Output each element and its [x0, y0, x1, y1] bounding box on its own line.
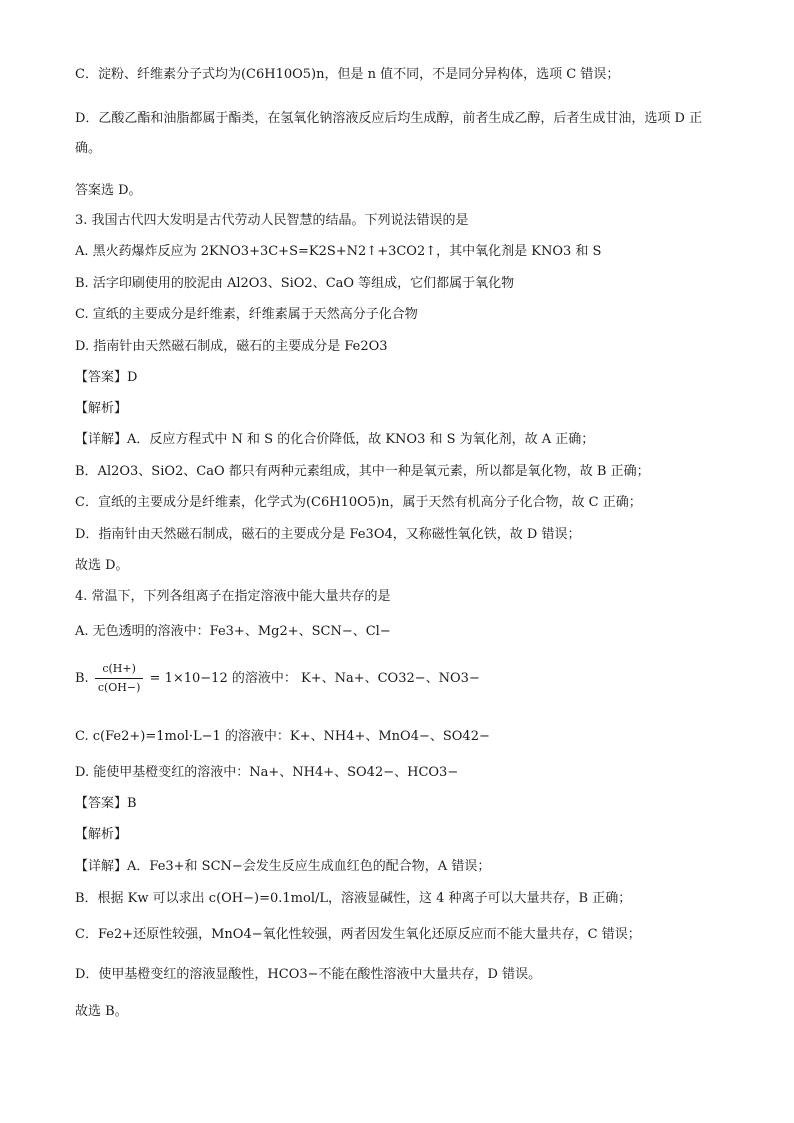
q4-option-b-text: = 1×10−12 的溶液中： K+、Na+、CO32−、NO3−: [149, 671, 480, 686]
fraction-denominator: c(OH−): [97, 681, 141, 694]
q4-option-c: C. c(Fe2+)=1mol·L−1 的溶液中：K+、NH4+、MnO4−、SO42−: [75, 729, 490, 744]
prev-option-c: C．淀粉、纤维素分子式均为(C6H10O5)n，但是 n 值不同，不是同分异构体，选项 C 错误；: [75, 67, 620, 82]
prev-option-d: D．乙酸乙酯和油脂都属于酯类，在氢氧化钠溶液反应后均生成醇，前者生成乙醇，后者生成甘油，选项 D 正确。: [75, 111, 703, 156]
q3-analysis: 【解析】: [75, 401, 128, 416]
q3-option-d: D. 指南针由天然磁石制成，磁石的主要成分是 Fe2O3: [75, 339, 388, 354]
q3-option-b: B. 活字印刷使用的胶泥由 Al2O3、SiO2、CaO 等组成，它们都属于氧化物: [75, 276, 515, 291]
q3-stem: 3. 我国古代四大发明是古代劳动人民智慧的结晶。下列说法错误的是: [75, 213, 469, 228]
q3-option-a: A. 黑火药爆炸反应为 2KNO3+3C+S=K2S+N2↑+3CO2↑，其中氧化剂是 KNO3 和 S: [75, 244, 602, 259]
q4-detail-a: 【详解】A．Fe3+和 SCN−会发生反应生成血红色的配合物，A 错误；: [75, 859, 491, 874]
q4-detail-c: C．Fe2+还原性较强，MnO4−氧化性较强，两者因发生氧化还原反应而不能大量共存，C 错误；: [75, 927, 641, 942]
q4-detail-b: B．根据 Kw 可以求出 c(OH−)=0.1mol/L，溶液显碱性，这 4 种离子可以大量共存，B 正确；: [75, 891, 632, 906]
q3-conclusion: 故选 D。: [75, 558, 129, 573]
fraction-numerator: c(H+): [95, 660, 144, 679]
q3-detail-b: B．Al2O3、SiO2、CaO 都只有两种元素组成，其中一种是氧元素，所以都是氧化物，故 B 正确；: [75, 464, 650, 479]
q3-detail-c: C．宣纸的主要成分是纤维素，化学式为(C6H10O5)n，属于天然有机高分子化合物，故 C 正确；: [75, 495, 642, 510]
q4-answer: 【答案】B: [75, 796, 137, 811]
q3-option-c: C. 宣纸的主要成分是纤维素，纤维素属于天然高分子化合物: [75, 307, 418, 322]
q3-detail-d: D．指南针由天然磁石制成，磁石的主要成分是 Fe3O4，又称磁性氧化铁，故 D 错误；: [75, 527, 581, 542]
q4-stem: 4. 常温下，下列各组离子在指定溶液中能大量共存的是: [75, 589, 391, 604]
q3-answer: 【答案】D: [75, 370, 138, 385]
q4-detail-d: D．使甲基橙变红的溶液显酸性，HCO3−不能在酸性溶液中大量共存，D 错误。: [75, 967, 542, 982]
q3-detail-a: 【详解】A．反应方程式中 N 和 S 的化合价降低，故 KNO3 和 S 为氧化剂，故 A 正确；: [75, 432, 595, 447]
q4-analysis: 【解析】: [75, 827, 128, 842]
ion-ratio-fraction: [95, 660, 144, 697]
q4-option-a: A. 无色透明的溶液中：Fe3+、Mg2+、SCN−、Cl−: [75, 624, 391, 639]
prev-answer: 答案选 D。: [75, 183, 142, 198]
q4-conclusion: 故选 B。: [75, 1004, 128, 1019]
q4-option-b-label: B.: [75, 671, 89, 686]
q4-option-d: D. 能使甲基橙变红的溶液中：Na+、NH4+、SO42−、HCO3−: [75, 765, 459, 780]
q4-option-b: [75, 660, 480, 697]
